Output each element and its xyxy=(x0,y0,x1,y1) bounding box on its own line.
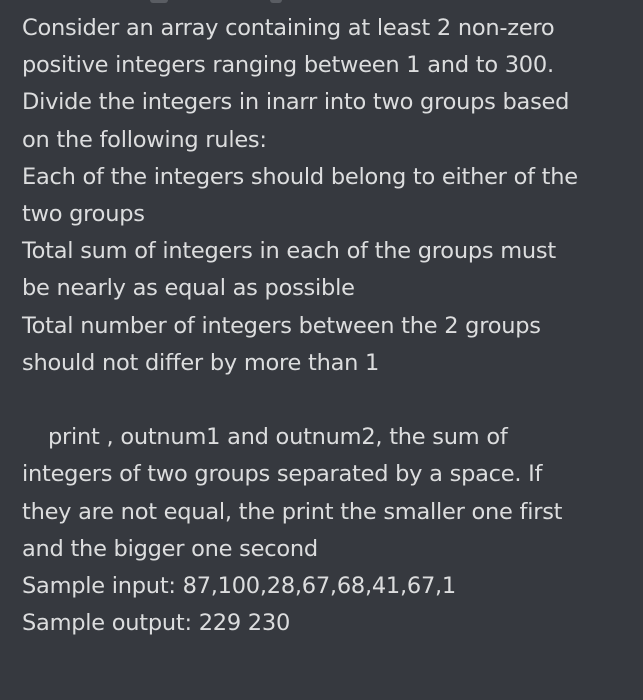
message-line: Divide the integers in inarr into two groups based xyxy=(22,89,570,116)
message-line: integers of two groups separated by a space. If xyxy=(22,461,543,488)
message-line: Consider an array containing at least 2 non-zero xyxy=(22,15,555,41)
message-line: they are not equal, the print the smaller one first xyxy=(22,498,563,525)
message-line: and the bigger one second xyxy=(22,535,318,562)
message-line: Each of the integers should belong to either of the xyxy=(22,163,578,190)
message-text xyxy=(22,10,634,642)
sample-output: Sample output: 229 230 xyxy=(22,610,291,637)
cropped-element-fragment xyxy=(270,0,282,3)
message-line: print , outnum1 and outnum2, the sum of xyxy=(48,424,508,451)
message-line: Total number of integers between the 2 groups xyxy=(22,312,541,339)
cropped-top-edge xyxy=(0,0,643,8)
message-line: two groups xyxy=(22,201,145,228)
message-line: on the following rules: xyxy=(22,126,267,153)
message-line: Total sum of integers in each of the groups must xyxy=(22,238,556,265)
sample-input: Sample input: 87,100,28,67,68,41,67,1 xyxy=(22,573,456,600)
message-line: positive integers ranging between 1 and to 300. xyxy=(22,52,554,79)
cropped-element-fragment xyxy=(150,0,168,3)
message-line: be nearly as equal as possible xyxy=(22,275,355,302)
blank-line xyxy=(22,382,634,419)
message-line: should not differ by more than 1 xyxy=(22,349,380,376)
